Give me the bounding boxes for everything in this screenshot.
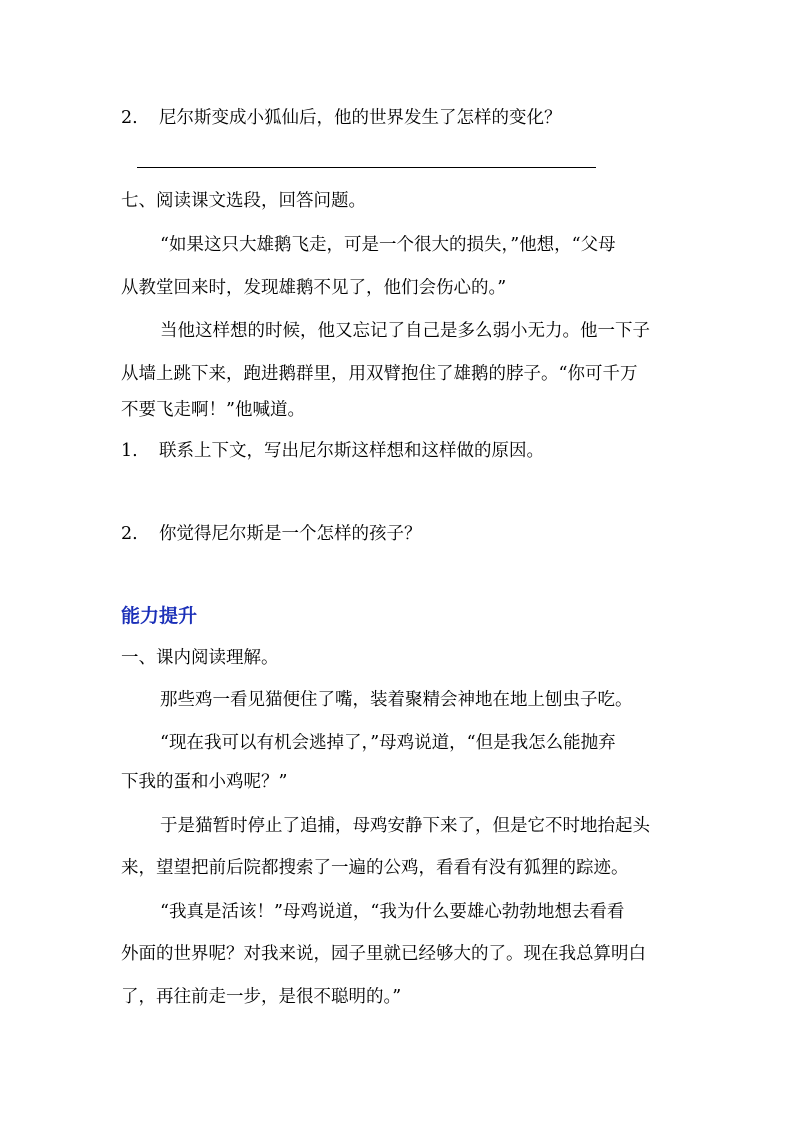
ability-heading: 能力提升 <box>121 605 198 627</box>
passage-line: “我真是活该！”母鸡说道，“我为什么要雄心勃勃地想去看看 <box>160 902 625 922</box>
passage-line: 当他这样想的时候，他又忘记了自己是多么弱小无力。他一下子 <box>160 321 650 341</box>
question-text: 尼尔斯变成小狐仙后，他的世界发生了怎样的变化？ <box>159 108 562 128</box>
passage-line: 了，再往前走一步，是很不聪明的。” <box>121 987 402 1007</box>
passage-line: 那些鸡一看见猫便住了嘴，装着聚精会神地在地上刨虫子吃。 <box>160 690 633 710</box>
passage-line: 从墙上跳下来，跑进鹅群里，用双臂抱住了雄鹅的脖子。“你可千万 <box>121 364 638 384</box>
passage-line: 于是猫暂时停止了追捕，母鸡安静下来了，但是它不时地抬起头 <box>160 816 650 836</box>
question-number: 1. <box>121 441 138 461</box>
question-number: 2. <box>121 524 138 544</box>
section-1-title: 一、课内阅读理解。 <box>121 648 279 668</box>
question-number: 2. <box>121 108 138 128</box>
passage-line: “如果这只大雄鹅飞走，可是一个很大的损失，”他想，“父母 <box>160 235 616 255</box>
passage-line: 下我的蛋和小鸡呢？” <box>121 772 288 792</box>
passage-line: 外面的世界呢？对我来说，园子里就已经够大的了。现在我总算明白 <box>121 944 646 964</box>
question-7-2 <box>121 523 422 545</box>
question-text: 联系上下文，写出尼尔斯这样想和这样做的原因。 <box>159 441 544 461</box>
question-7-1 <box>121 440 544 462</box>
passage-line: “现在我可以有机会逃掉了，”母鸡说道，“但是我怎么能抛弃 <box>160 733 616 753</box>
passage-line: 不要飞走啊！”他喊道。 <box>121 400 305 420</box>
section-7-title: 七、阅读课文选段，回答问题。 <box>121 191 366 211</box>
question-2 <box>121 107 562 129</box>
passage-line: 从教堂回来时，发现雄鹅不见了，他们会伤心的。” <box>121 278 507 298</box>
passage-line: 来，望望把前后院都搜索了一遍的公鸡，看看有没有狐狸的踪迹。 <box>121 858 629 878</box>
question-text: 你觉得尼尔斯是一个怎样的孩子？ <box>159 524 422 544</box>
answer-line[interactable] <box>137 167 596 168</box>
